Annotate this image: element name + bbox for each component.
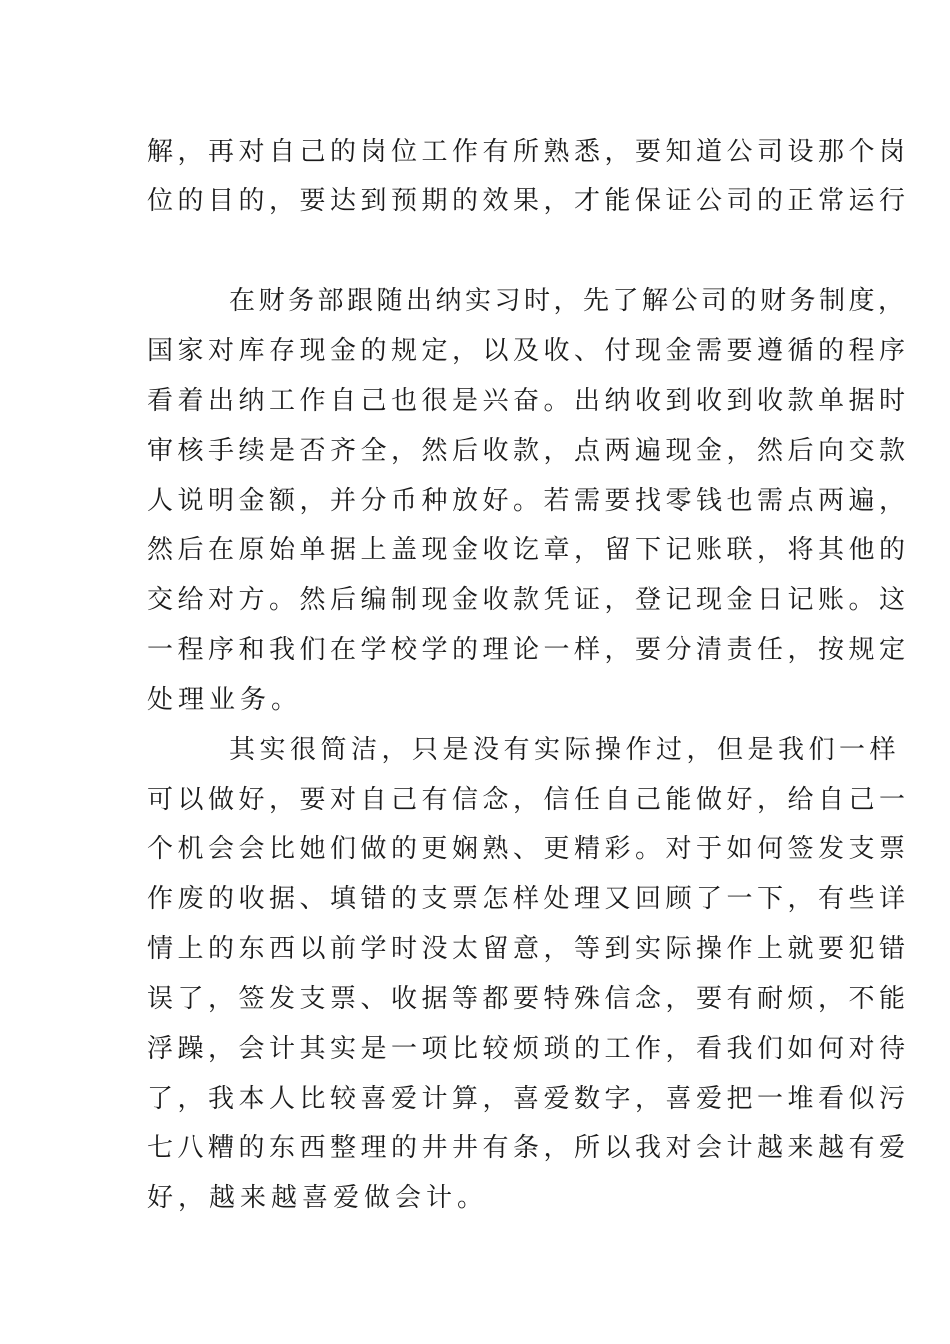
text-line: 人说明金额，并分币种放好。若需要找零钱也需点两遍， (147, 486, 910, 516)
paragraph-first-line: 在财务部跟随出纳实习时，先了解公司的财务制度， (229, 286, 908, 316)
text-line: 然后在原始单据上盖现金收讫章，留下记账联，将其他的 (147, 535, 910, 565)
text-line: 了，我本人比较喜爱计算，喜爱数字，喜爱把一堆看似污 (147, 1084, 910, 1114)
text-line: 作废的收据、填错的支票怎样处理又回顾了一下，有些详 (147, 884, 910, 914)
text-line: 看着出纳工作自己也很是兴奋。出纳收到收到收款单据时 (147, 386, 910, 416)
text-line: 七八糟的东西整理的井井有条，所以我对会计越来越有爱 (147, 1133, 910, 1163)
text-line: 浮躁，会计其实是一项比较烦琐的工作，看我们如何对待 (147, 1034, 910, 1064)
paragraph-first-line: 其实很简洁，只是没有实际操作过，但是我们一样 (229, 735, 901, 765)
text-line: 个机会会比她们做的更娴熟、更精彩。对于如何签发支票 (147, 834, 910, 864)
text-line: 好，越来越喜爱做会计。 (147, 1183, 489, 1213)
text-line: 国家对库存现金的规定，以及收、付现金需要遵循的程序 (147, 336, 910, 366)
text-line: 一程序和我们在学校学的理论一样，要分清责任，按规定 (147, 635, 910, 665)
text-line: 误了，签发支票、收据等都要特殊信念，要有耐烦，不能 (147, 984, 910, 1014)
text-line: 可以做好，要对自己有信念，信任自己能做好，给自己一 (147, 785, 910, 815)
text-line: 解，再对自己的岗位工作有所熟悉，要知道公司设那个岗 (147, 137, 910, 167)
text-line: 交给对方。然后编制现金收款凭证，登记现金日记账。这 (147, 585, 910, 615)
text-line: 位的目的，要达到预期的效果，才能保证公司的正常运行 (147, 186, 910, 216)
text-line: 情上的东西以前学时没太留意，等到实际操作上就要犯错 (147, 934, 910, 964)
text-line: 审核手续是否齐全，然后收款，点两遍现金，然后向交款 (147, 436, 910, 466)
text-line: 处理业务。 (147, 685, 303, 715)
